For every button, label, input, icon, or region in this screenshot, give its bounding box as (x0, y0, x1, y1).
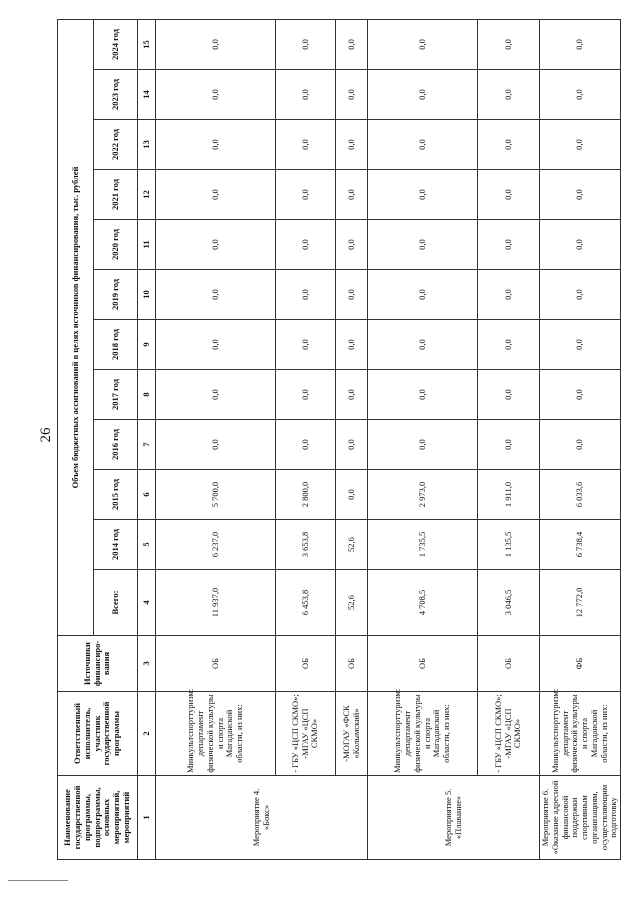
executor-cell: - ГБУ «ЦСП СКМО»; -МГАУ «ЦСП СКМО» (478, 692, 540, 776)
footer-divider (8, 880, 68, 881)
column-number: 13 (138, 120, 156, 170)
table-row (156, 19, 276, 859)
value-cell: 0,0 (276, 220, 336, 270)
value-cell: 1 911,0 (478, 470, 540, 520)
header-executor-cell: Ответственный исполнитель, участник государственной программы (58, 692, 138, 776)
value-cell: 0,0 (276, 320, 336, 370)
column-number: 2 (138, 692, 156, 776)
column-number: 3 (138, 636, 156, 692)
column-number: 14 (138, 70, 156, 120)
column-number: 9 (138, 320, 156, 370)
value-cell: 0,0 (336, 370, 368, 420)
table-row (276, 19, 336, 859)
value-cell: 0,0 (276, 70, 336, 120)
value-cell: 0,0 (540, 420, 621, 470)
value-cell: 0,0 (540, 220, 621, 270)
total-cell: 4 708,5 (368, 570, 478, 636)
total-cell: 11 937,0 (156, 570, 276, 636)
column-number: 8 (138, 370, 156, 420)
value-cell: 6 033,6 (540, 470, 621, 520)
value-cell: 0,0 (540, 19, 621, 69)
column-number: 15 (138, 19, 156, 69)
value-cell: 0,0 (368, 270, 478, 320)
page-number: 26 (38, 427, 54, 443)
value-cell: 0,0 (156, 120, 276, 170)
value-cell: 0,0 (156, 170, 276, 220)
total-cell: 12 772,0 (540, 570, 621, 636)
header-year-cell: 2021 год (94, 170, 138, 220)
value-cell: 0,0 (156, 320, 276, 370)
column-number: 5 (138, 520, 156, 570)
value-cell: 0,0 (540, 170, 621, 220)
header-year-cell: 2017 год (94, 370, 138, 420)
value-cell: 0,0 (368, 70, 478, 120)
value-cell: 0,0 (156, 70, 276, 120)
column-number: 10 (138, 270, 156, 320)
table-rotor (57, 20, 619, 860)
value-cell: 0,0 (336, 470, 368, 520)
header-year-cell: 2016 год (94, 420, 138, 470)
value-cell: 0,0 (336, 70, 368, 120)
value-cell: 2 973,0 (368, 470, 478, 520)
table-row (336, 19, 368, 859)
value-cell: 0,0 (478, 19, 540, 69)
header-year-cell: 2014 год (94, 520, 138, 570)
header-year-cell: 2015 год (94, 470, 138, 520)
value-cell: 0,0 (368, 120, 478, 170)
header-name-cell: Наименование государственной программы, подпрограммы, основных мероприятий, мероприятий (58, 776, 138, 860)
source-cell: ОБ (368, 636, 478, 692)
value-cell: 0,0 (478, 70, 540, 120)
value-cell: 1 735,5 (368, 520, 478, 570)
financing-table (57, 19, 621, 860)
value-cell: 0,0 (478, 270, 540, 320)
value-cell: 3 653,8 (276, 520, 336, 570)
value-cell: 0,0 (478, 420, 540, 470)
value-cell: 0,0 (368, 170, 478, 220)
value-cell: 1 135,5 (478, 520, 540, 570)
source-cell: ОБ (336, 636, 368, 692)
header-total-cell: Всего: (94, 570, 138, 636)
executor-cell: - ГБУ «ЦСП СКМО»; -МГАУ «ЦСП СКМО» (276, 692, 336, 776)
executor-cell: -МОГАУ «ФСК «Колымский» (336, 692, 368, 776)
value-cell: 0,0 (336, 320, 368, 370)
header-year-cell: 2019 год (94, 270, 138, 320)
value-cell: 0,0 (276, 420, 336, 470)
source-cell: ОБ (276, 636, 336, 692)
total-cell: 52,6 (336, 570, 368, 636)
source-cell: ОБ (478, 636, 540, 692)
activity-name-cell: Мероприятие 4. «Бокс» (156, 776, 368, 860)
activity-name-cell: Мероприятие 6. «Оказание адресной финансовой поддержки спортивным организациям, осуществляющим подготовку (540, 776, 621, 860)
value-cell: 0,0 (156, 420, 276, 470)
value-cell: 0,0 (276, 270, 336, 320)
column-number: 4 (138, 570, 156, 636)
value-cell: 0,0 (336, 19, 368, 69)
value-cell: 0,0 (540, 270, 621, 320)
total-cell: 3 046,5 (478, 570, 540, 636)
value-cell: 0,0 (156, 270, 276, 320)
table-row (540, 19, 621, 859)
value-cell: 0,0 (156, 19, 276, 69)
header-year-cell: 2022 год (94, 120, 138, 170)
source-cell: ФБ (540, 636, 621, 692)
value-cell: 6 237,0 (156, 520, 276, 570)
value-cell: 0,0 (336, 170, 368, 220)
value-cell: 0,0 (156, 370, 276, 420)
value-cell: 0,0 (540, 320, 621, 370)
table-row (368, 19, 478, 859)
value-cell: 2 800,0 (276, 470, 336, 520)
header-year-cell: 2023 год (94, 70, 138, 120)
value-cell: 0,0 (368, 420, 478, 470)
value-cell: 0,0 (368, 220, 478, 270)
value-cell: 5 700,0 (156, 470, 276, 520)
table-row (478, 19, 540, 859)
value-cell: 0,0 (478, 120, 540, 170)
header-year-cell: 2024 год (94, 19, 138, 69)
column-number: 12 (138, 170, 156, 220)
value-cell: 0,0 (368, 370, 478, 420)
value-cell: 0,0 (478, 370, 540, 420)
header-year-cell: 2020 год (94, 220, 138, 270)
value-cell: 0,0 (368, 320, 478, 370)
column-number: 7 (138, 420, 156, 470)
rotated-page (57, 20, 619, 860)
value-cell: 0,0 (540, 370, 621, 420)
value-cell: 0,0 (540, 120, 621, 170)
value-cell: 0,0 (276, 120, 336, 170)
value-cell: 0,0 (336, 120, 368, 170)
value-cell: 0,0 (478, 170, 540, 220)
executor-cell: Минкультспорттуризм: департамент физической культуры и спорта Магаданской области, из них: (156, 692, 276, 776)
value-cell: 0,0 (276, 170, 336, 220)
value-cell: 0,0 (368, 19, 478, 69)
column-number-row (138, 19, 156, 859)
value-cell: 0,0 (540, 70, 621, 120)
header-row-1 (58, 19, 94, 859)
column-number: 1 (138, 776, 156, 860)
executor-cell: Минкультспорттуризм: департамент физической культуры и спорта Магаданской области, из них: (368, 692, 478, 776)
value-cell: 0,0 (478, 320, 540, 370)
value-cell: 6 738,4 (540, 520, 621, 570)
activity-name-cell: Мероприятие 5. «Плавание» (368, 776, 540, 860)
value-cell: 0,0 (276, 370, 336, 420)
value-cell: 0,0 (156, 220, 276, 270)
header-source-cell: Источники финансиро-вания (58, 636, 138, 692)
total-cell: 6 453,8 (276, 570, 336, 636)
value-cell: 0,0 (478, 220, 540, 270)
header-group-title: Объем бюджетных ассигнований в целях источников финансирования, тыс. рублей (58, 19, 94, 635)
value-cell: 0,0 (336, 270, 368, 320)
value-cell: 0,0 (276, 19, 336, 69)
source-cell: ОБ (156, 636, 276, 692)
header-year-cell: 2018 год (94, 320, 138, 370)
column-number: 6 (138, 470, 156, 520)
column-number: 11 (138, 220, 156, 270)
value-cell: 0,0 (336, 420, 368, 470)
value-cell: 0,0 (336, 220, 368, 270)
executor-cell: Минкультспорттуризм: департамент физической культуры и спорта Магаданской области, из них: (540, 692, 621, 776)
value-cell: 52,6 (336, 520, 368, 570)
